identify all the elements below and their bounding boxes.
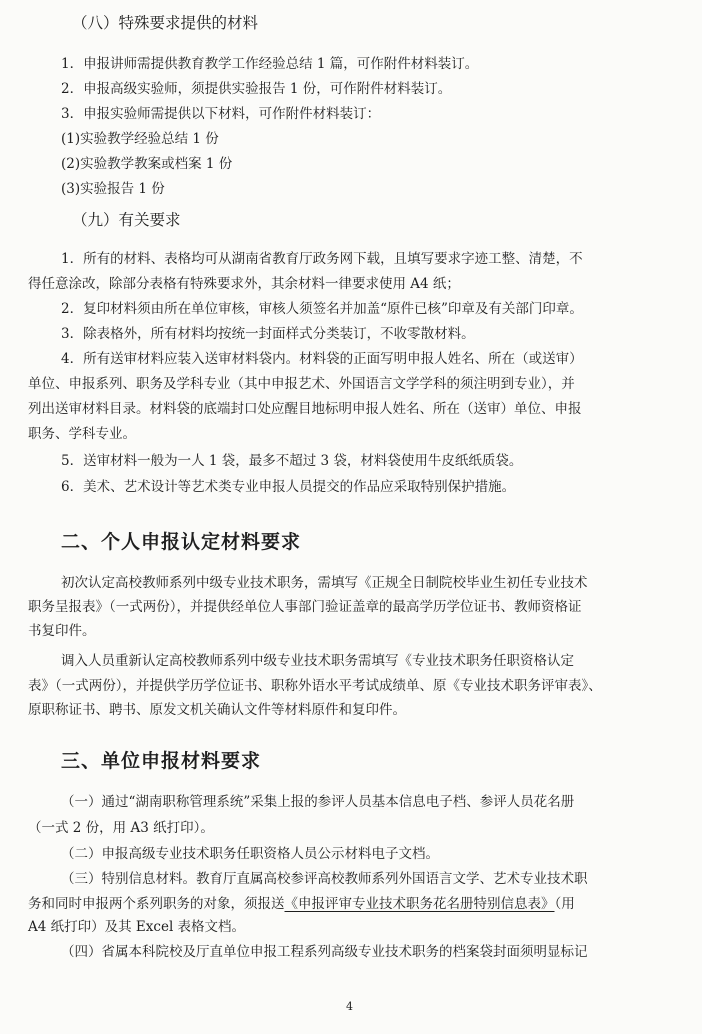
- section-9-title: （九）有关要求: [72, 211, 181, 229]
- section-8-item-1: 1．申报讲师需提供教育教学工作经验总结 1 篇，可作附件材料装订。: [61, 56, 479, 72]
- section-9-line: 得任意涂改，除部分表格有特殊要求外，其余材料一律要求使用 A4 纸；: [28, 276, 460, 292]
- section-9-line: 6．美术、艺术设计等艺术类专业申报人员提交的作品应采取特别保护措施。: [61, 479, 516, 495]
- section-8-title: （八）特殊要求提供的材料: [72, 14, 259, 32]
- section-3-line-with-link: [28, 895, 575, 913]
- section-3-line: （三）特别信息材料。教育厅直属高校参评高校教师系列外国语言文学、艺术专业技术职: [61, 871, 588, 887]
- section-2-heading: 二、个人申报认定材料要求: [61, 531, 302, 553]
- section-3-line: （一）通过“湖南职称管理系统”采集上报的参评人员基本信息电子档、参评人员花名册: [61, 794, 575, 810]
- section-9-line: 1．所有的材料、表格均可从湖南省教育厅政务网下载，且填写要求字迹工整、清楚，不: [61, 251, 583, 267]
- section-2-line: 原职称证书、聘书、原发文机关确认文件等材料原件和复印件。: [28, 702, 406, 718]
- section-9-line: 列出送审材料目录。材料袋的底端封口处应醒目地标明申报人姓名、所在（送审）单位、申报: [28, 401, 582, 417]
- page-number: 4: [346, 1000, 353, 1013]
- section-2-line: 调入人员重新认定高校教师系列中级专业技术职务需填写《专业技术职务任职资格认定: [61, 653, 574, 669]
- section-9-line: 4．所有送审材料应装入送审材料袋内。材料袋的正面写明申报人姓名、所在（或送审）: [61, 351, 583, 367]
- section-3-line: （二）申报高级专业技术职务任职资格人员公示材料电子文档。: [61, 846, 439, 862]
- section-9-line: 职务、学科专业。: [28, 426, 136, 442]
- section-3-line: （一式 2 份，用 A3 纸打印）。: [28, 820, 214, 836]
- section-9-line: 2．复印材料须由所在单位审核，审核人须签名并加盖“原件已核”印章及有关部门印章。: [61, 301, 583, 317]
- section-8-item-2: 2．申报高级实验师，须提供实验报告 1 份，可作附件材料装订。: [61, 81, 452, 97]
- section-9-line: 5．送审材料一般为一人 1 袋，最多不超过 3 袋，材料袋使用牛皮纸纸质袋。: [61, 453, 523, 469]
- section-8-sub-item-2: (2)实验教学教案或档案 1 份: [61, 156, 233, 172]
- section-2-line: 职务呈报表》（一式两份），并提供经单位人事部门验证盖章的最高学历学位证书、教师资格证: [28, 599, 582, 615]
- section-3-line-end: （用: [554, 896, 575, 912]
- section-8-item-3: 3．申报实验师需提供以下材料，可作附件材料装订：: [61, 106, 381, 122]
- section-3-line-start: 务和同时申报两个系列职务的对象，须报送: [28, 896, 285, 912]
- section-3-heading: 三、单位申报材料要求: [61, 750, 262, 772]
- section-9-line: 3．除表格外，所有材料均按统一封面样式分类装订，不收零散材料。: [61, 326, 475, 342]
- section-9-line: 单位、申报系列、职务及学科专业（其中申报艺术、外国语言文学学科的须注明到专业），并: [28, 376, 575, 392]
- section-2-line: 书复印件。: [28, 623, 96, 639]
- section-3-line: （四）省属本科院校及厅直单位申报工程系列高级专业技术职务的档案袋封面须明显标记: [61, 944, 588, 960]
- section-8-sub-item-3: (3)实验报告 1 份: [61, 181, 165, 197]
- section-2-line: 表》（一式两份），并提供学历学位证书、职称外语水平考试成绩单、原《专业技术职务评审表》、: [28, 678, 602, 694]
- section-2-line: 初次认定高校教师系列中级专业技术职务，需填写《正规全日制院校毕业生初任专业技术: [61, 575, 588, 591]
- section-8-sub-item-1: (1)实验教学经验总结 1 份: [61, 131, 219, 147]
- special-info-form-title: 《申报评审专业技术职务花名册特别信息表》: [284, 896, 555, 912]
- section-3-line: A4 纸打印）及其 Excel 表格文档。: [28, 919, 246, 935]
